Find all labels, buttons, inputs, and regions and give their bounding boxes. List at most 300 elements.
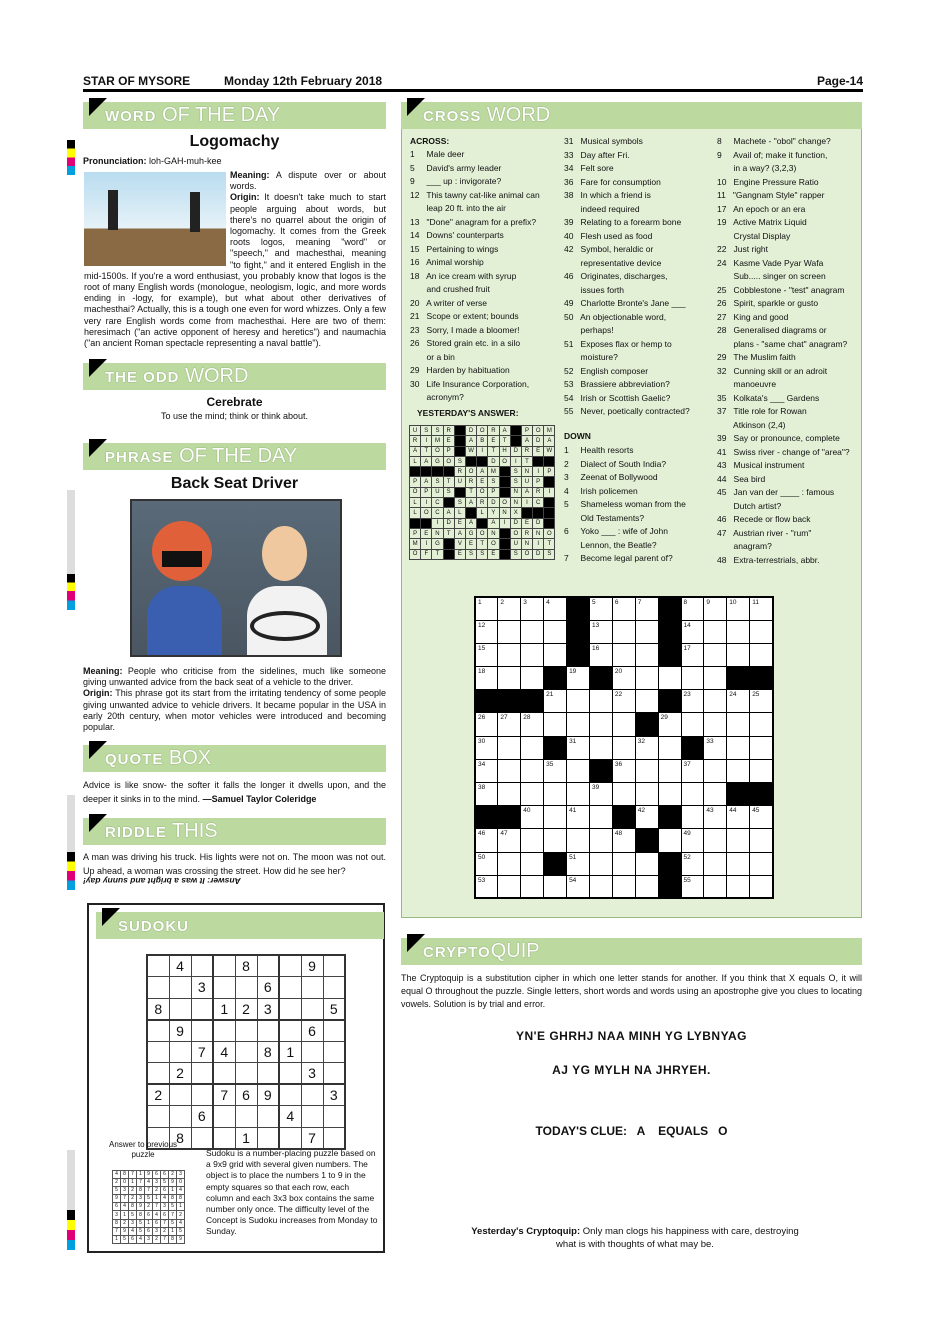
crossword-cell[interactable] — [704, 690, 727, 713]
crossword-cell[interactable] — [567, 759, 590, 782]
crossword-cell[interactable]: 18 — [475, 667, 498, 690]
crossword-cell[interactable] — [589, 736, 612, 759]
crossword-cell[interactable] — [635, 875, 658, 898]
sudoku-cell[interactable] — [213, 1020, 235, 1042]
sudoku-cell[interactable] — [191, 1020, 213, 1042]
prev-cell: 1 — [129, 1179, 137, 1187]
crossword-cell[interactable] — [635, 690, 658, 713]
crossword-cell[interactable]: 3 — [521, 597, 544, 620]
crossword-cell[interactable] — [635, 759, 658, 782]
sudoku-cell[interactable] — [169, 1084, 191, 1106]
crossword-cell[interactable]: 20 — [612, 667, 635, 690]
crossword-cell[interactable] — [544, 667, 567, 690]
sudoku-cell[interactable]: 1 — [235, 1127, 257, 1149]
answer-cell: A — [465, 436, 476, 446]
clue-line: 52 English composer — [564, 365, 649, 376]
crossword-cell[interactable] — [498, 643, 521, 666]
sudoku-cell[interactable] — [169, 1041, 191, 1063]
sudoku-cell[interactable] — [257, 955, 279, 977]
crossword-cell[interactable]: 13 — [589, 620, 612, 643]
sudoku-cell[interactable]: 2 — [235, 998, 257, 1020]
crossword-cell[interactable]: 43 — [704, 806, 727, 829]
crossword-cell[interactable] — [544, 620, 567, 643]
crossword-cell[interactable] — [658, 690, 681, 713]
crossword-cell[interactable]: 16 — [589, 643, 612, 666]
clues-col2-down — [564, 444, 686, 566]
crossword-cell[interactable] — [704, 759, 727, 782]
crossword-cell[interactable] — [635, 620, 658, 643]
clue-line: 39 Say or pronounce, complete — [717, 433, 840, 443]
crossword-cell[interactable] — [498, 667, 521, 690]
answer-cell — [454, 426, 465, 436]
crossword-cell[interactable] — [612, 620, 635, 643]
answer-cell: A — [410, 446, 421, 456]
clue-line: 5 David's army leader — [410, 162, 502, 173]
answer-cell: A — [521, 436, 532, 446]
crossword-cell[interactable] — [544, 713, 567, 736]
crossword-cell[interactable] — [521, 643, 544, 666]
sudoku-cell[interactable] — [323, 1106, 345, 1128]
answer-cell: D — [443, 518, 454, 528]
crossword-cell[interactable]: 19 — [567, 667, 590, 690]
crossword-cell[interactable] — [589, 806, 612, 829]
sudoku-cell[interactable] — [213, 1063, 235, 1085]
prev-cell: 2 — [161, 1227, 169, 1235]
crossword-cell[interactable]: 44 — [727, 806, 750, 829]
crossword-cell[interactable]: 32 — [635, 736, 658, 759]
sudoku-cell[interactable] — [169, 1106, 191, 1128]
answer-cell: T — [465, 487, 476, 497]
phrase-cartoon — [130, 499, 342, 657]
crossword-cell[interactable] — [544, 736, 567, 759]
prev-cell: 7 — [161, 1235, 169, 1243]
sudoku-cell[interactable] — [323, 1020, 345, 1042]
sudoku-cell[interactable] — [191, 998, 213, 1020]
crossword-cell[interactable]: 35 — [544, 759, 567, 782]
crossword-cell[interactable] — [498, 690, 521, 713]
sudoku-cell[interactable] — [301, 998, 323, 1020]
prev-cell: 4 — [177, 1219, 185, 1227]
crossword-cell[interactable] — [750, 875, 773, 898]
crossword-cell[interactable]: 46 — [475, 829, 498, 852]
crossword-cell[interactable]: 14 — [681, 620, 704, 643]
crossword-cell[interactable]: 34 — [475, 759, 498, 782]
sudoku-cell[interactable] — [279, 1063, 301, 1085]
crossword-cell[interactable] — [658, 759, 681, 782]
crossword-cell[interactable]: 27 — [498, 713, 521, 736]
sudoku-cell[interactable]: 9 — [257, 1084, 279, 1106]
crossword-cell[interactable] — [498, 736, 521, 759]
crossword-cell[interactable] — [727, 759, 750, 782]
sudoku-cell[interactable]: 6 — [301, 1020, 323, 1042]
crossword-cell[interactable] — [498, 783, 521, 806]
crossword-cell[interactable] — [567, 597, 590, 620]
cryptoquip-line1: YN'E GHRHJ NAA MINH YG LYBNYAG — [515, 1029, 747, 1043]
answer-cell: V — [454, 539, 465, 549]
sudoku-cell[interactable] — [301, 1084, 323, 1106]
sudoku-cell[interactable]: 4 — [279, 1106, 301, 1128]
crossword-cell[interactable] — [567, 643, 590, 666]
prev-cell: 2 — [153, 1235, 161, 1243]
crossword-cell[interactable] — [704, 667, 727, 690]
crossword-cell[interactable] — [498, 806, 521, 829]
crossword-cell[interactable] — [750, 667, 773, 690]
sudoku-cell[interactable] — [323, 955, 345, 977]
crossword-cell[interactable] — [658, 783, 681, 806]
sudoku-cell[interactable]: 1 — [213, 998, 235, 1020]
crossword-cell[interactable]: 42 — [635, 806, 658, 829]
crossword-cell[interactable] — [612, 643, 635, 666]
crossword-cell[interactable] — [750, 713, 773, 736]
sudoku-cell[interactable] — [235, 1020, 257, 1042]
sudoku-cell[interactable]: 2 — [147, 1084, 169, 1106]
sudoku-grid[interactable] — [146, 954, 346, 1150]
crossword-cell[interactable]: 45 — [750, 806, 773, 829]
crossword-cell[interactable] — [681, 713, 704, 736]
crossword-cell[interactable]: 4 — [544, 597, 567, 620]
crossword-cell[interactable]: 25 — [750, 690, 773, 713]
crossword-cell[interactable] — [704, 783, 727, 806]
crossword-cell[interactable]: 5 — [589, 597, 612, 620]
sudoku-cell[interactable] — [169, 998, 191, 1020]
sudoku-cell[interactable]: 6 — [257, 977, 279, 999]
crossword-cell[interactable] — [658, 667, 681, 690]
crossword-cell[interactable] — [544, 852, 567, 875]
crossword-cell[interactable] — [658, 736, 681, 759]
prev-cell: 2 — [129, 1195, 137, 1203]
crossword-cell[interactable] — [498, 620, 521, 643]
sudoku-cell[interactable] — [323, 1127, 345, 1149]
sudoku-cell[interactable] — [301, 1106, 323, 1128]
sudoku-cell[interactable] — [323, 1041, 345, 1063]
crossword-cell[interactable]: 52 — [681, 852, 704, 875]
crossword-cell[interactable] — [727, 620, 750, 643]
crossword-cell[interactable] — [750, 852, 773, 875]
crossword-cell[interactable] — [658, 806, 681, 829]
crossword-cell[interactable] — [589, 852, 612, 875]
crossword-cell[interactable] — [681, 667, 704, 690]
sudoku-cell[interactable]: 9 — [169, 1020, 191, 1042]
sudoku-cell[interactable] — [213, 1127, 235, 1149]
crossword-cell[interactable] — [681, 806, 704, 829]
sudoku-cell[interactable] — [213, 1106, 235, 1128]
crossword-cell[interactable] — [612, 783, 635, 806]
crossword-cell[interactable] — [612, 736, 635, 759]
sudoku-cell[interactable] — [323, 1063, 345, 1085]
crossword-grid[interactable] — [474, 596, 774, 899]
answer-cell — [499, 549, 510, 559]
crossword-cell[interactable] — [704, 875, 727, 898]
crossword-cell[interactable] — [658, 829, 681, 852]
sudoku-cell[interactable] — [235, 1041, 257, 1063]
crossword-cell[interactable]: 49 — [681, 829, 704, 852]
sudoku-cell[interactable]: 3 — [191, 977, 213, 999]
crossword-cell[interactable]: 33 — [704, 736, 727, 759]
clue-line: 22 Just right — [717, 244, 769, 254]
crossword-cell[interactable]: 40 — [521, 806, 544, 829]
answer-cell: U — [521, 477, 532, 487]
crossword-cell[interactable] — [521, 667, 544, 690]
crossword-cell[interactable]: 47 — [498, 829, 521, 852]
sudoku-cell[interactable]: 7 — [301, 1127, 323, 1149]
crossword-cell[interactable] — [727, 713, 750, 736]
sudoku-cell[interactable]: 3 — [301, 1063, 323, 1085]
crossword-cell[interactable] — [475, 806, 498, 829]
crossword-cell[interactable]: 15 — [475, 643, 498, 666]
crossword-cell[interactable] — [635, 852, 658, 875]
sudoku-cell[interactable] — [213, 977, 235, 999]
clue-line: 13 "Done" anagram for a prefix? — [410, 216, 537, 227]
crossword-cell[interactable] — [727, 829, 750, 852]
sudoku-cell[interactable]: 4 — [213, 1041, 235, 1063]
clue-line: moisture? — [564, 352, 618, 362]
answer-cell: W — [465, 446, 476, 456]
sudoku-cell[interactable] — [191, 1127, 213, 1149]
crossword-cell[interactable] — [704, 713, 727, 736]
crossword-cell[interactable]: 37 — [681, 759, 704, 782]
answer-cell — [443, 539, 454, 549]
sudoku-cell[interactable] — [257, 1106, 279, 1128]
sudoku-cell[interactable] — [279, 1127, 301, 1149]
crossword-cell[interactable]: 55 — [681, 875, 704, 898]
prev-cell: 7 — [161, 1219, 169, 1227]
crossword-cell[interactable]: 1 — [475, 597, 498, 620]
crossword-cell[interactable] — [750, 783, 773, 806]
crossword-cell[interactable]: 9 — [704, 597, 727, 620]
phrase-body: Meaning: People who criticise from the sidelines, much like someone giving unwanted advice from the back seat of a vehicle to the driver. Origin: This phrase got its start from the irritating tendency of some people giving unwanted advice to vehicle drivers. It became popular in the USA in early 20th century, when motor vehicles were introduced and becoming popular. — [83, 666, 386, 733]
crossword-cell[interactable] — [544, 829, 567, 852]
sudoku-cell[interactable] — [301, 977, 323, 999]
sudoku-cell[interactable] — [147, 955, 169, 977]
crossword-cell[interactable] — [750, 736, 773, 759]
crossword-cell[interactable] — [658, 875, 681, 898]
sudoku-cell[interactable] — [257, 1127, 279, 1149]
crossword-cell[interactable] — [612, 713, 635, 736]
answer-cell: N — [510, 487, 521, 497]
crossword-cell[interactable] — [727, 643, 750, 666]
crossword-cell[interactable]: 48 — [612, 829, 635, 852]
crossword-cell[interactable] — [475, 690, 498, 713]
sudoku-cell[interactable]: 7 — [191, 1041, 213, 1063]
crossword-cell[interactable]: 7 — [635, 597, 658, 620]
crossword-cell[interactable] — [589, 829, 612, 852]
crossword-cell[interactable] — [635, 667, 658, 690]
sudoku-cell[interactable] — [279, 1020, 301, 1042]
crossword-cell[interactable]: 17 — [681, 643, 704, 666]
crossword-cell[interactable] — [658, 852, 681, 875]
crossword-cell[interactable] — [521, 829, 544, 852]
prev-cell: 7 — [129, 1171, 137, 1179]
crossword-cell[interactable] — [521, 759, 544, 782]
sudoku-cell[interactable]: 8 — [169, 1127, 191, 1149]
crossword-cell[interactable]: 8 — [681, 597, 704, 620]
cryptoquip-line2: AJ YG MYLH NA JHRYEH. — [552, 1063, 711, 1077]
answer-cell — [421, 467, 432, 477]
crossword-cell[interactable] — [498, 852, 521, 875]
crossword-cell[interactable] — [704, 620, 727, 643]
crossword-cell[interactable] — [635, 783, 658, 806]
sudoku-cell[interactable] — [279, 1084, 301, 1106]
crossword-cell[interactable] — [567, 783, 590, 806]
crossword-cell[interactable]: 21 — [544, 690, 567, 713]
prev-cell: 5 — [169, 1219, 177, 1227]
answer-cell: N — [488, 528, 499, 538]
sudoku-cell[interactable]: 8 — [147, 998, 169, 1020]
sudoku-cell[interactable] — [279, 955, 301, 977]
clue-line: 29 Harden by habituation — [410, 365, 510, 375]
crossword-cell[interactable] — [498, 875, 521, 898]
crossword-cell[interactable] — [544, 643, 567, 666]
sudoku-cell[interactable] — [191, 1084, 213, 1106]
sudoku-cell[interactable] — [191, 955, 213, 977]
crossword-cell[interactable] — [589, 713, 612, 736]
crossword-cell[interactable] — [521, 783, 544, 806]
sudoku-cell[interactable] — [279, 998, 301, 1020]
crossword-cell[interactable]: 11 — [750, 597, 773, 620]
crossword-cell[interactable]: 2 — [498, 597, 521, 620]
sudoku-cell[interactable] — [235, 977, 257, 999]
prev-cell: 4 — [145, 1179, 153, 1187]
crossword-cell[interactable] — [567, 829, 590, 852]
crossword-cell[interactable] — [704, 829, 727, 852]
crossword-cell[interactable] — [612, 806, 635, 829]
answer-cell: O — [544, 528, 555, 538]
crossword-cell[interactable]: 23 — [681, 690, 704, 713]
sudoku-cell[interactable] — [147, 1041, 169, 1063]
sudoku-cell[interactable]: 4 — [169, 955, 191, 977]
sudoku-cell[interactable]: 6 — [191, 1106, 213, 1128]
crossword-cell[interactable] — [635, 713, 658, 736]
crossword-cell[interactable] — [544, 806, 567, 829]
crossword-cell[interactable] — [589, 759, 612, 782]
crossword-cell[interactable]: 36 — [612, 759, 635, 782]
crossword-cell[interactable]: 41 — [567, 806, 590, 829]
crossword-cell[interactable] — [498, 759, 521, 782]
sudoku-cell[interactable]: 7 — [213, 1084, 235, 1106]
sudoku-cell[interactable] — [235, 1063, 257, 1085]
color-strip — [67, 490, 75, 610]
crossword-cell[interactable] — [658, 620, 681, 643]
sudoku-cell[interactable]: 6 — [235, 1084, 257, 1106]
answer-cell: C — [432, 508, 443, 518]
crossword-cell[interactable] — [567, 620, 590, 643]
crossword-cell[interactable] — [727, 783, 750, 806]
crossword-cell[interactable] — [544, 783, 567, 806]
crossword-cell[interactable]: 28 — [521, 713, 544, 736]
crossword-cell[interactable] — [704, 852, 727, 875]
sudoku-cell[interactable] — [147, 1020, 169, 1042]
crossword-cell[interactable]: 53 — [475, 875, 498, 898]
sudoku-cell[interactable] — [147, 977, 169, 999]
sudoku-cell[interactable]: 5 — [323, 998, 345, 1020]
crossword-cell[interactable] — [727, 852, 750, 875]
crossword-cell[interactable] — [612, 852, 635, 875]
crossword-cell[interactable]: 10 — [727, 597, 750, 620]
crossword-cell[interactable]: 12 — [475, 620, 498, 643]
sudoku-cell[interactable]: 8 — [257, 1041, 279, 1063]
crossword-cell[interactable] — [612, 875, 635, 898]
crossword-cell[interactable] — [521, 875, 544, 898]
crossword-cell[interactable]: 22 — [612, 690, 635, 713]
crossword-cell[interactable] — [635, 643, 658, 666]
answer-cell: E — [465, 539, 476, 549]
crossword-cell[interactable]: 26 — [475, 713, 498, 736]
crossword-cell[interactable] — [544, 875, 567, 898]
crossword-cell[interactable] — [635, 829, 658, 852]
sudoku-cell[interactable]: 1 — [279, 1041, 301, 1063]
crossword-cell[interactable]: 6 — [612, 597, 635, 620]
sudoku-cell[interactable] — [235, 1106, 257, 1128]
answer-cell — [477, 518, 488, 528]
crossword-cell[interactable]: 39 — [589, 783, 612, 806]
crossword-cell[interactable] — [521, 852, 544, 875]
crossword-cell[interactable]: 50 — [475, 852, 498, 875]
sudoku-cell[interactable] — [323, 977, 345, 999]
sudoku-cell[interactable]: 8 — [235, 955, 257, 977]
sudoku-cell[interactable] — [169, 977, 191, 999]
crossword-cell[interactable] — [750, 620, 773, 643]
crossword-cell[interactable] — [727, 667, 750, 690]
crossword-cell[interactable] — [727, 736, 750, 759]
sudoku-cell[interactable] — [301, 1041, 323, 1063]
crossword-cell[interactable] — [658, 597, 681, 620]
crossword-cell[interactable] — [521, 620, 544, 643]
sudoku-cell[interactable] — [257, 1063, 279, 1085]
answer-cell: E — [488, 436, 499, 446]
sudoku-cell[interactable] — [257, 1020, 279, 1042]
crossword-cell[interactable]: 24 — [727, 690, 750, 713]
sudoku-cell[interactable]: 3 — [257, 998, 279, 1020]
crossword-cell[interactable]: 38 — [475, 783, 498, 806]
crossword-cell[interactable] — [589, 690, 612, 713]
crossword-cell[interactable] — [589, 667, 612, 690]
answer-cell: O — [432, 446, 443, 456]
crossword-cell[interactable]: 51 — [567, 852, 590, 875]
sudoku-cell[interactable] — [147, 1106, 169, 1128]
sudoku-cell[interactable]: 3 — [323, 1084, 345, 1106]
answer-cell: M — [488, 467, 499, 477]
clue-line: 33 Day after Fri. — [564, 149, 630, 160]
answer-cell: G — [432, 456, 443, 466]
crossword-cell[interactable] — [658, 643, 681, 666]
sudoku-cell[interactable] — [213, 955, 235, 977]
crossword-cell[interactable] — [727, 875, 750, 898]
crossword-cell[interactable] — [681, 783, 704, 806]
crossword-cell[interactable] — [704, 643, 727, 666]
answer-cell: S — [432, 426, 443, 436]
crossword-cell[interactable]: 54 — [567, 875, 590, 898]
crossword-cell[interactable] — [521, 736, 544, 759]
sudoku-cell[interactable]: 9 — [301, 955, 323, 977]
crossword-cell[interactable] — [681, 736, 704, 759]
sudoku-cell[interactable] — [279, 977, 301, 999]
crossword-cell[interactable] — [521, 690, 544, 713]
crossword-cell[interactable] — [567, 690, 590, 713]
crossword-cell[interactable] — [589, 875, 612, 898]
crossword-cell[interactable] — [750, 759, 773, 782]
prev-cell: 1 — [113, 1235, 121, 1243]
crossword-cell[interactable] — [750, 643, 773, 666]
crossword-cell[interactable]: 31 — [567, 736, 590, 759]
prev-cell: 6 — [153, 1219, 161, 1227]
sudoku-cell[interactable] — [147, 1063, 169, 1085]
crossword-cell[interactable]: 29 — [658, 713, 681, 736]
sudoku-cell[interactable] — [191, 1063, 213, 1085]
crossword-cell[interactable] — [750, 829, 773, 852]
sudoku-cell[interactable]: 2 — [169, 1063, 191, 1085]
crossword-cell[interactable] — [567, 713, 590, 736]
crossword-cell[interactable]: 30 — [475, 736, 498, 759]
